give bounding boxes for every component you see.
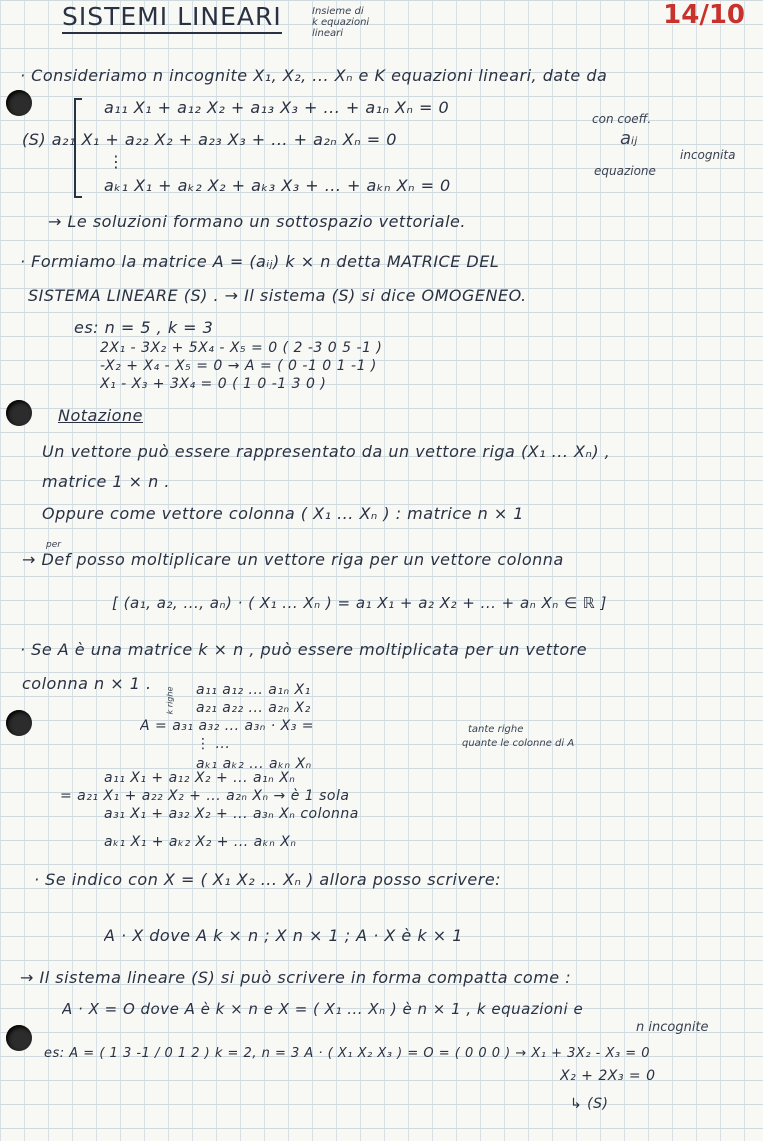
binder-hole-2	[6, 400, 32, 426]
page-title: SISTEMI LINEARI	[62, 2, 282, 34]
system-eq-1: a₁₁ X₁ + a₁₂ X₂ + a₁₃ X₃ + ... + a₁ₙ Xₙ = 0	[104, 98, 450, 117]
dot-product-line: [ (a₁, a₂, ..., aₙ) · ( X₁ ... Xₙ ) = a₁ X₁ + a₂ X₂ + ... + aₙ Xₙ ∈ ℝ ]	[112, 594, 607, 612]
rows-note-2: quante le colonne di A	[462, 738, 575, 749]
product-row-2: = a₂₁ X₁ + a₂₂ X₂ + ... a₂ₙ Xₙ → è 1 sola	[60, 788, 350, 804]
coeff-symbol: aᵢⱼ	[620, 128, 638, 149]
matrix-A-row-dots: ⋮ ...	[196, 736, 231, 752]
notation-heading: Notazione	[58, 406, 143, 425]
homogeneous-line: SISTEMA LINEARE (S) . → Il sistema (S) si dice OMOGENEO.	[28, 286, 527, 305]
product-row-1: a₁₁ X₁ + a₁₂ X₂ + ... a₁ₙ Xₙ	[104, 770, 296, 786]
system-eq-k: aₖ₁ X₁ + aₖ₂ X₂ + aₖ₃ X₃ + ... + aₖₙ Xₙ = 0	[104, 176, 451, 195]
binder-hole-1	[6, 90, 32, 116]
k-rows-note: k righe	[165, 686, 175, 715]
compact-product-line: A · X dove A k × n ; X n × 1 ; A · X è k × 1	[104, 926, 463, 945]
example-1-eq-2: -X₂ + X₄ - X₅ = 0 → A = ( 0 -1 0 1 -1 )	[100, 358, 377, 374]
matrix-A-row-1: a₁₁ a₁₂ ... a₁ₙ X₁	[196, 682, 311, 698]
n-incognite-note: n incognite	[636, 1020, 709, 1035]
vector-X-line: · Se indico con X = ( X₁ X₂ ... Xₙ ) allora posso scrivere:	[34, 870, 502, 889]
product-row-3: a₃₁ X₁ + a₃₂ X₂ + ... a₃ₙ Xₙ colonna	[104, 806, 359, 822]
binder-hole-3	[6, 710, 32, 736]
example-1-header: es: n = 5 , k = 3	[74, 318, 214, 337]
title-side-note: Insieme di k equazioni lineari	[312, 6, 370, 39]
matrix-A-row-3: A = a₃₁ a₃₂ ... a₃ₙ · X₃ =	[140, 718, 315, 734]
definition-line: → Def posso moltiplicare un vettore riga per un vettore colonna	[22, 550, 564, 569]
equazione-label: equazione	[594, 164, 656, 178]
intro-line: · Consideriamo n incognite X₁, X₂, ... Xₙ e K equazioni lineari, date da	[20, 66, 608, 85]
system-eq-dots: ⋮	[108, 152, 125, 171]
system-eq-2: (S) a₂₁ X₁ + a₂₂ X₂ + a₂₃ X₃ + ... + a₂ₙ Xₙ = 0	[22, 130, 397, 149]
incognita-label: incognita	[680, 148, 736, 162]
matrix-A-row-k: aₖ₁ aₖ₂ ... aₖₙ Xₙ	[196, 756, 312, 772]
matrix-mult-line: · Se A è una matrice k × n , può essere moltiplicata per un vettore	[20, 640, 588, 659]
example-2-ref: ↳ (S)	[570, 1096, 609, 1112]
solutions-note: → Le soluzioni formano un sottospazio vettoriale.	[48, 212, 466, 231]
row-vector-line: Un vettore può essere rappresentato da un vettore riga (X₁ ... Xₙ) ,	[42, 442, 611, 461]
example-1-eq-3: X₁ - X₃ + 3X₄ = 0 ( 1 0 -1 3 0 )	[100, 376, 327, 392]
compact-form-line: → Il sistema lineare (S) si può scrivere in forma compatta come :	[20, 968, 572, 987]
coeff-label: con coeff.	[592, 112, 652, 126]
matrix-def-line: · Formiamo la matrice A = (aᵢⱼ) k × n detta MATRICE DEL	[20, 252, 500, 271]
per-note: per	[46, 540, 61, 550]
binder-hole-4	[6, 1025, 32, 1051]
compact-form-def: A · X = O dove A è k × n e X = ( X₁ ... Xₙ ) è n × 1 , k equazioni e	[62, 1000, 584, 1018]
example-1-eq-1: 2X₁ - 3X₂ + 5X₄ - X₅ = 0 ( 2 -3 0 5 -1 )	[100, 340, 383, 356]
row-matrix-line: matrice 1 × n .	[42, 472, 170, 491]
example-2-eq-2: X₂ + 2X₃ = 0	[560, 1068, 656, 1084]
product-row-k: aₖ₁ X₁ + aₖ₂ X₂ + ... aₖₙ Xₙ	[104, 834, 297, 850]
example-2-line: es: A = ( 1 3 -1 / 0 1 2 ) k = 2, n = 3 A · ( X₁ X₂ X₃ ) = O = ( 0 0 0 ) → X₁ + 3X₂ - X₃ = 0	[44, 1046, 651, 1061]
page-number: 14/10	[663, 0, 745, 30]
rows-note-1: tante righe	[468, 724, 524, 735]
column-vector-line: Oppure come vettore colonna ( X₁ ... Xₙ ) : matrice n × 1	[42, 504, 524, 523]
column-n1-line: colonna n × 1 .	[22, 674, 152, 693]
matrix-A-row-2: a₂₁ a₂₂ ... a₂ₙ X₂	[196, 700, 311, 716]
